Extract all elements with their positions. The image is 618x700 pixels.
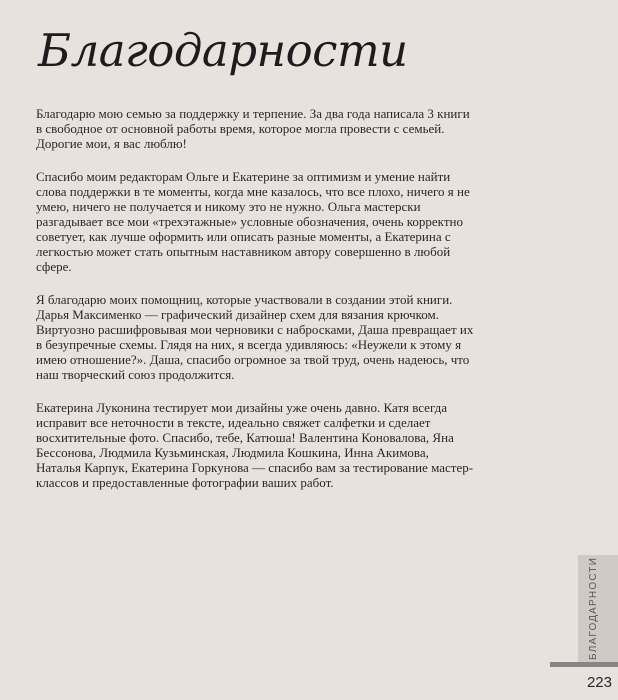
paragraph-family: Благодарю мою семью за поддержку и терпение. За два года написала 3 книги в свободное от основной работы время, которое могла провести с семьей. Дорогие мои, я вас люблю! — [36, 106, 470, 151]
body-text — [36, 106, 476, 508]
page-number: 223 — [586, 674, 612, 691]
page-number-bar — [550, 662, 618, 667]
section-label: БЛАГОДАРНОСТИ — [588, 556, 599, 660]
paragraph-testers: Екатерина Луконина тестирует мои дизайны уже очень давно. Катя всегда исправит все неточности в тексте, идеально свяжет салфетки и сделает восхитительные фото. Спасибо, тебе, Катюша! Валентина Коновалова, Яна Бессонова, Людмила Кузьминская, Людмила Кошкина, Инна Акимова, Наталья Карпук, Екатерина Горкунова — спасибо вам за тестирование мастер-классов и предоставленные фотографии ваших работ. — [36, 400, 474, 490]
page-title: Благодарности — [38, 24, 408, 77]
paragraph-editors: Спасибо моим редакторам Ольге и Екатерине за оптимизм и умение найти слова поддержки в те моменты, когда мне казалось, что все плохо, ничего я не умею, ничего не получается и никому это не нужно. Ольга мастерски разгадывает все мои «трехэтажные» условные обозначения, очень корректно советует, как лучше оформить или описать разные моменты, а Екатерина с легкостью может стать опытным наставником автору совершенно в любой сфере. — [36, 169, 470, 274]
paragraph-helpers: Я благодарю моих помощниц, которые участвовали в создании этой книги. Дарья Максименко — графический дизайнер схем для вязания крючком. Виртуозно расшифровывая мои черновики с набросками, Даша превращает их в безупречные схемы. Глядя на них, я всегда удивляюсь: «Неужели к этому я имею отношение?». Даша, спасибо огромное за твой труд, очень надеюсь, что наш творческий союз продолжится. — [36, 292, 474, 382]
